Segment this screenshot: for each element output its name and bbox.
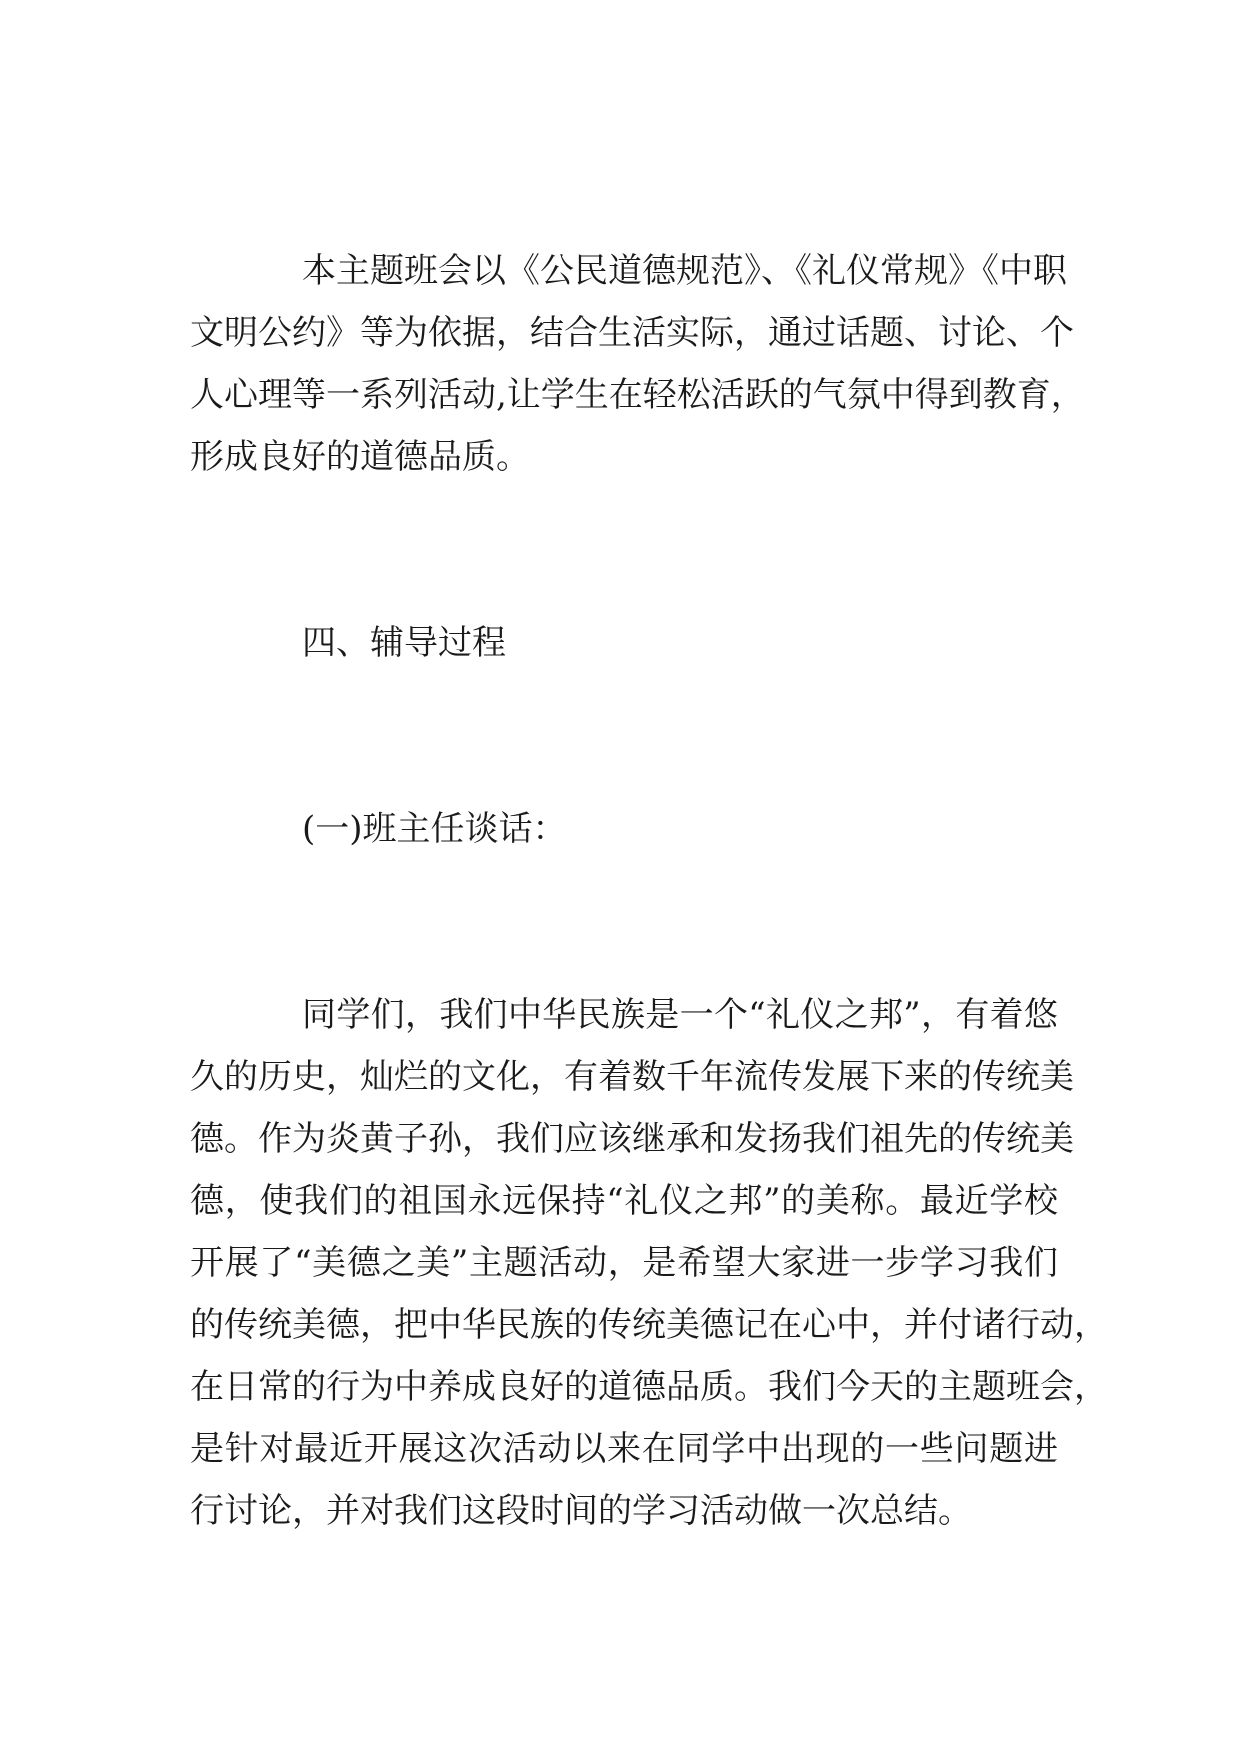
paragraph-line: 久的历史，灿烂的文化，有着数千年流传发展下来的传统美 <box>190 1057 1074 1097</box>
paragraph-line: 本主题班会以《公民道德规范》、《礼仪常规》《中职 <box>302 251 1067 291</box>
paragraph-line: 的传统美德，把中华民族的传统美德记在心中，并付诸行动， <box>190 1305 1108 1345</box>
paragraph-line: 文明公约》等为依据，结合生活实际，通过话题、讨论、个 <box>190 313 1074 353</box>
paragraph-line: 德，使我们的祖国永远保持“礼仪之邦”的美称。最近学校 <box>190 1181 1058 1221</box>
paragraph-line: 在日常的行为中养成良好的道德品质。我们今天的主题班会， <box>190 1367 1108 1407</box>
paragraph-line: 行讨论，并对我们这段时间的学习活动做一次总结。 <box>190 1491 972 1531</box>
paragraph-line: 开展了“美德之美”主题活动，是希望大家进一步学习我们 <box>190 1243 1058 1283</box>
paragraph-line: 德。作为炎黄子孙，我们应该继承和发扬我们祖先的传统美 <box>190 1119 1074 1159</box>
paragraph-line: 人心理等一系列活动,让学生在轻松活跃的气氛中得到教育， <box>190 375 1085 415</box>
paragraph-line: 同学们，我们中华民族是一个“礼仪之邦”，有着悠 <box>302 995 1058 1035</box>
paragraph-line: 是针对最近开展这次活动以来在同学中出现的一些问题进 <box>190 1429 1058 1469</box>
subsection-heading: (一)班主任谈话： <box>302 809 567 849</box>
section-heading: 四、辅导过程 <box>302 623 506 663</box>
paragraph-line: 形成良好的道德品质。 <box>190 437 530 477</box>
